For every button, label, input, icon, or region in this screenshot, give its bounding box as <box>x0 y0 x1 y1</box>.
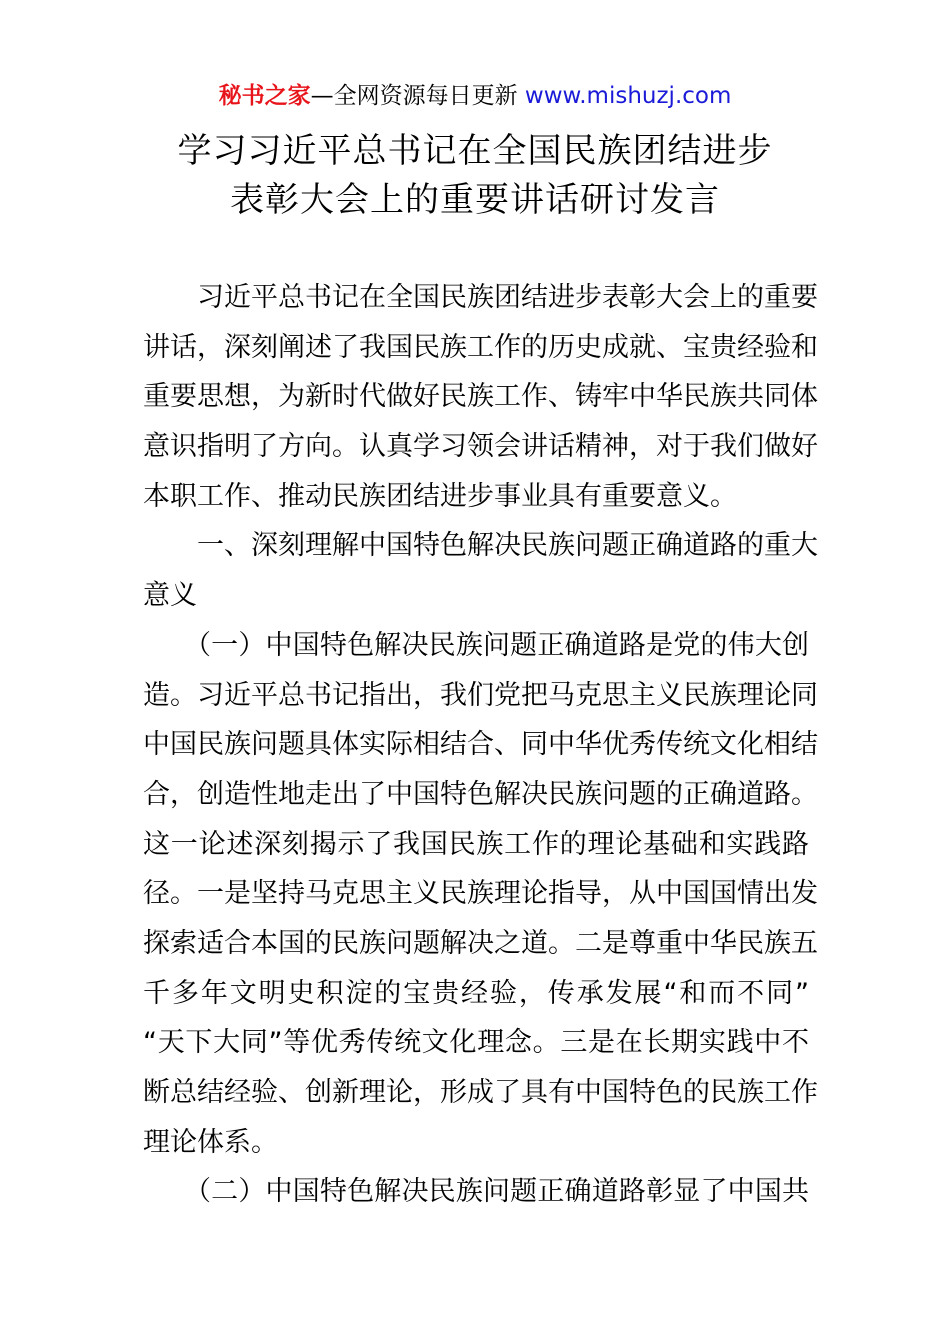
site-header <box>0 80 950 112</box>
paragraph-line: 这一论述深刻揭示了我国民族工作的理论基础和实践路 <box>143 828 809 860</box>
section-heading-line: 意义 <box>143 580 197 612</box>
document-title <box>0 127 950 225</box>
paragraph-line: 意识指明了方向。认真学习领会讲话精神，对于我们做好 <box>143 431 818 463</box>
paragraph-line: 习近平总书记在全国民族团结进步表彰大会上的重要 <box>197 282 818 313</box>
subsection-line: （二）中国特色解决民族问题正确道路彰显了中国共 <box>184 1176 809 1208</box>
paragraph-line: 断总结经验、创新理论，形成了具有中国特色的民族工作 <box>143 1077 818 1108</box>
paragraph-line: 中国民族问题具体实际相结合、同中华优秀传统文化相结 <box>143 729 818 761</box>
paragraph-line: 讲话，深刻阐述了我国民族工作的历史成就、宝贵经验和 <box>143 331 818 363</box>
document-body <box>143 273 818 1217</box>
paragraph-line: 千多年文明史积淀的宝贵经验，传承发展“和而不同” <box>143 977 809 1009</box>
site-url-link[interactable]: www.mishuzj.com <box>524 83 732 109</box>
paragraph-line: 探索适合本国的民族问题解决之道。二是尊重中华民族五 <box>143 927 818 959</box>
paragraph-line: 造。习近平总书记指出，我们党把马克思主义民族理论同 <box>143 679 818 711</box>
paragraph-line: 径。一是坚持马克思主义民族理论指导，从中国国情出发 <box>143 878 818 910</box>
brand-name: 秘书之家 <box>218 83 311 109</box>
paragraph-line: 本职工作、推动民族团结进步事业具有重要意义。 <box>143 480 737 512</box>
title-line-2: 表彰大会上的重要讲话研讨发言 <box>230 180 720 220</box>
section-heading-line: 一、深刻理解中国特色解决民族问题正确道路的重大 <box>197 530 818 562</box>
paragraph-line: 理论体系。 <box>143 1126 278 1158</box>
paragraph-line: 重要思想，为新时代做好民族工作、铸牢中华民族共同体 <box>143 381 818 413</box>
title-line-1: 学习习近平总书记在全国民族团结进步 <box>177 131 773 171</box>
header-slogan: —全网资源每日更新 <box>310 83 525 109</box>
subsection-line: （一）中国特色解决民族问题正确道路是党的伟大创 <box>184 629 809 661</box>
paragraph-line: “天下大同”等优秀传统文化理念。三是在长期实践中不 <box>143 1027 809 1059</box>
paragraph-line: 合，创造性地走出了中国特色解决民族问题的正确道路。 <box>143 778 818 810</box>
